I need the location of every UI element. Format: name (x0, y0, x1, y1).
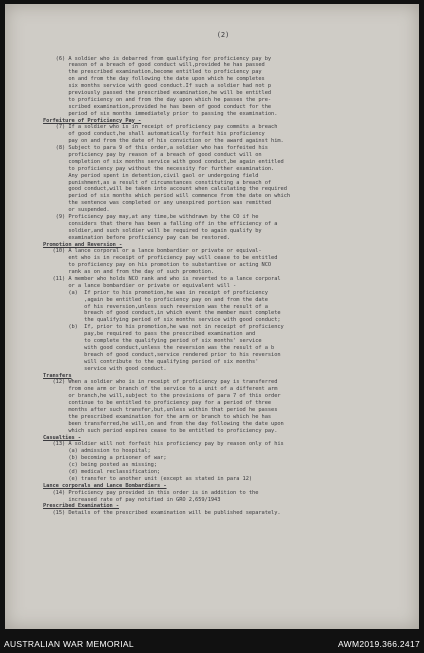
footer-institution: AUSTRALIAN WAR MEMORIAL (4, 639, 134, 649)
text-line: (7) If a soldier who is in receipt of proficiency pay commits a breach (43, 124, 278, 131)
text-line: of good conduct,he shall automatically forfeit his proficiency (43, 131, 265, 138)
text-line: on and from the day following the date upon which he completes (43, 76, 265, 83)
text-line: (c) being posted as missing; (43, 462, 158, 469)
text-line: or branch,he will,subject to the provisions of para 7 of this order (43, 393, 281, 400)
text-line: the prescribed examination,become entitled to proficiency pay (43, 69, 262, 76)
text-line: of his reversion,unless such reversion was the result of a (43, 303, 268, 310)
text-line: the sentence was completed or any unexpired portion was remitted (43, 200, 272, 207)
text-line: to proficiency on and from the day upon which he passes the pre- (43, 96, 272, 103)
text-line: (e) transfer to another unit (except as stated in para 12) (43, 475, 253, 482)
text-line: breach of good conduct,in which event the member must complete (43, 310, 281, 317)
text-line: ent who is in receipt of proficiency pay will cease to be entitled (43, 255, 278, 262)
section-heading: Forfeiture of Proficiency Pay - (43, 117, 142, 124)
text-line: (d) medical reclassification; (43, 468, 161, 475)
text-line: examination before proficiency pay can be restored. (43, 234, 230, 241)
section-heading: Lance corporals and Lance Bombardiers - (43, 482, 167, 489)
text-line: service with good conduct. (43, 365, 167, 372)
text-line: (14) Proficiency pay provided in this order is in addition to the (43, 489, 259, 496)
document-lines (43, 56, 403, 518)
text-line: will contribute to the qualifying period of six months' (43, 358, 259, 365)
text-line: been transferred,he will,on and from the day following the date upon (43, 420, 284, 427)
text-line: soldier,and such soldier will be required to again qualify by (43, 227, 262, 234)
footer-bar (0, 632, 424, 653)
text-line: (a) If prior to his promotion,he was in receipt of proficiency (43, 289, 268, 296)
text-line: to complete the qualifying period of six months' service (43, 338, 262, 345)
text-line: (6) A soldier who is debarred from qualifying for proficiency pay by (43, 55, 272, 62)
footer-accession-number: AWM2019.366.2417 (338, 639, 420, 649)
text-line: which such period expires cease to be entitled to proficiency pay. (43, 427, 278, 434)
section-heading: Transfers (43, 372, 72, 379)
text-line: or suspended. (43, 207, 110, 214)
text-line: (b) becoming a prisoner of war; (43, 455, 167, 462)
text-line: breach of good conduct,service rendered prior to his reversion (43, 351, 281, 358)
text-line: to proficiency pay without the necessity for further examination. (43, 165, 275, 172)
text-line: from one arm or branch of the service to a unit of a different arm (43, 386, 278, 393)
text-line: period of six months immediately prior to passing the examination. (43, 110, 278, 117)
text-line: period of six months which period will commence from the date on which (43, 193, 291, 200)
text-line: (b) If, prior to his promotion,he was not in receipt of proficiency (43, 324, 284, 331)
document-text (43, 18, 403, 531)
text-line: completion of six months service with good conduct,be again entitled (43, 158, 284, 165)
text-line: increased rate of pay notified in GRO 2,659/1943 (43, 496, 221, 503)
text-line: pay on and from the date of his conviction or the award against him. (43, 138, 284, 145)
text-line: scribed examination,provided he has been of good conduct for the (43, 103, 272, 110)
text-line: (9) Proficiency pay may,at any time,be withdrawn by the CO if he (43, 214, 259, 221)
text-line: considers that there has been a falling off in the efficiency of a (43, 220, 278, 227)
text-line: ,again be entitled to proficiency pay on and from the date (43, 296, 268, 303)
section-heading: Casualties - (43, 434, 82, 441)
text-line: (a) admission to hospital; (43, 448, 151, 455)
text-line: previously passed the prescribed examination,he will be entitled (43, 89, 272, 96)
text-line: good conduct,will be taken into account when calculating the required (43, 186, 287, 193)
text-line: pay,be required to pass the prescribed examination and (43, 331, 256, 338)
page-number: (2) (216, 30, 230, 39)
text-line: six months service with good conduct.If such a soldier had not p (43, 83, 272, 90)
text-line: with good conduct,unless the reversion was the result of a b (43, 344, 275, 351)
text-line: (13) A soldier will not forfeit his proficiency pay by reason only of his (43, 441, 284, 448)
section-heading: Promotion and Reversion - (43, 241, 123, 248)
text-line: the prescribed examination for the arm or branch to which he has (43, 413, 272, 420)
text-line: punishment,as a result of circumstances constituting a breach of (43, 179, 272, 186)
text-line: (15) Details of the prescribed examination will be published separately. (43, 510, 281, 517)
text-line: (11) A member who holds NCO rank and who is reverted to a lance corporal (43, 276, 281, 283)
text-line: to proficiency pay on his promotion to substantive or acting NCO (43, 262, 272, 269)
text-line: (12) When a soldier who is in receipt of proficiency pay is transferred (43, 379, 278, 386)
text-line: (10) A lance corporal or a lance bombardier or private or equival- (43, 248, 262, 255)
text-line: proficiency pay by reason of a breach of good conduct will on (43, 152, 262, 158)
section-heading: Prescribed Examination - (43, 503, 120, 510)
text-line: Any period spent in detention,civil gaol or undergoing field (43, 172, 259, 179)
text-line: months after such transfer,but,unless within that period he passes (43, 406, 278, 413)
text-line: continue to be entitled to proficiency pay for a period of three (43, 400, 272, 407)
text-line: the qualifying period of six months service with good conduct; (43, 317, 281, 324)
document-page (5, 4, 419, 629)
text-line: (8) Subject to para 9 of this order,a soldier who has forfeited his (43, 145, 268, 152)
text-line: reason of a breach of good conduct will,provided he has passed (43, 62, 265, 69)
text-line: or a lance bombardier or private or equivalent will - (43, 282, 237, 289)
text-line: rank as on and from the day of such promotion. (43, 269, 215, 276)
